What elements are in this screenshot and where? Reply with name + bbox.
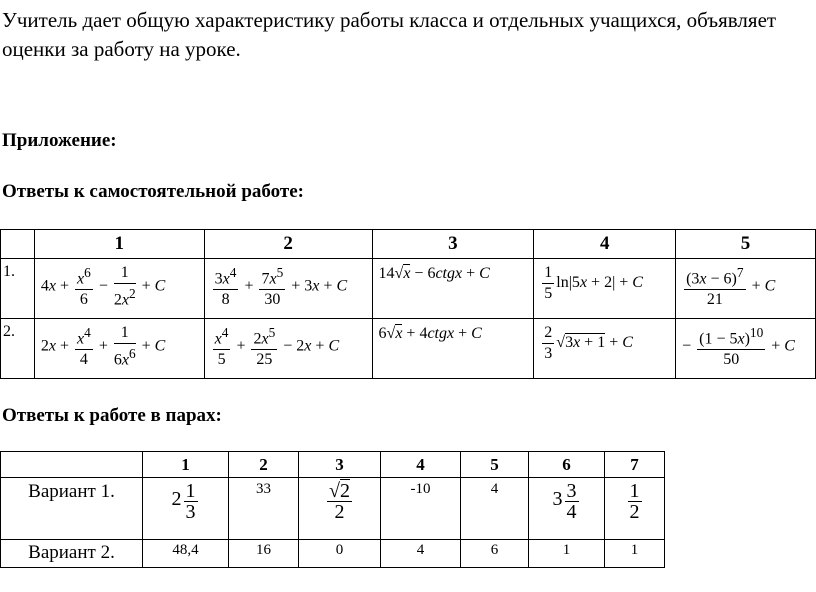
col-header-3: 3 [299,452,381,478]
corner-cell [1,230,35,259]
formula: 4x + $\frac{x^6}{6}$ − $\frac{1}{2x^2}$ + C [40,264,166,309]
table-row [1,319,816,379]
section1-heading: Ответы к самостоятельной работе: [2,181,304,202]
answer-cell [204,319,372,379]
answer-cell: 48,4 [143,540,229,568]
answer-cell: 2 $\frac{1}{3}$ [143,478,229,540]
answer-cell: 4 [461,478,529,540]
answer-cell [372,259,534,319]
formula: $\frac{1}{5}$ ln|5x + 2| + C [544,264,643,302]
col-header-3: 3 [372,230,534,259]
formula: 6√x + 4ctgx + C [378,325,482,342]
formula: $\frac{2}{3}$ √3x + 1 + C [544,324,633,362]
formula: 14√x − 6ctgx + C [378,265,490,282]
answer-cell: 3 $\frac{3}{4}$ [529,478,605,540]
formula: $\frac{3x^4}{8}$ + $\frac{7x^5}{30}$ + 3x + C [214,265,348,309]
formula: $\frac{x^4}{5}$ + $\frac{2x^5}{25}$ − 2x + C [214,325,340,369]
answer-cell: $\frac{1}{2}$ [605,478,665,540]
answer-cell: 1 [605,540,665,568]
answer-cell [676,259,816,319]
appendix-heading: Приложение: [2,130,117,151]
answer-cell [676,319,816,379]
col-header-4: 4 [534,230,676,259]
table-row [1,540,665,568]
answer-cell: $\frac{√2}{2}$ [299,478,381,540]
col-header-2: 2 [229,452,299,478]
table-header-row [1,452,665,478]
answer-cell: 4 [381,540,461,568]
formula: − $\frac{(1 - 5x)^{10}}{50}$ + C [682,325,795,369]
col-header-1: 1 [34,230,204,259]
col-header-1: 1 [143,452,229,478]
corner-cell [1,452,143,478]
answer-cell: 1 [529,540,605,568]
independent-work-answers-table [0,229,816,379]
table-header-row [1,230,816,259]
col-header-7: 7 [605,452,665,478]
answer-cell [34,319,204,379]
col-header-4: 4 [381,452,461,478]
answer-cell: 33 [229,478,299,540]
row-label: Вариант 2. [1,540,143,568]
row-label: 2. [1,319,35,379]
answer-cell: 6 [461,540,529,568]
pair-work-answers-table [0,451,665,568]
answer-cell: 16 [229,540,299,568]
table-row [1,259,816,319]
answer-cell [372,319,534,379]
section2-heading: Ответы к работе в парах: [2,405,222,426]
answer-cell [204,259,372,319]
answer-cell [534,259,676,319]
intro-paragraph: Учитель дает общую характеристику работы класса и отдельных учащихся, объявляет оценки за работу на уроке. [2,8,777,61]
answer-cell: 0 [299,540,381,568]
col-header-5: 5 [461,452,529,478]
answer-cell [534,319,676,379]
answer-cell [34,259,204,319]
col-header-2: 2 [204,230,372,259]
formula: $\frac{(3x - 6)^7}{21}$ + C [686,265,776,309]
row-label: Вариант 1. [1,478,143,540]
col-header-5: 5 [676,230,816,259]
row-label: 1. [1,259,35,319]
table-row [1,478,665,540]
col-header-6: 6 [529,452,605,478]
formula: 2x + $\frac{x^4}{4}$ + $\frac{1}{6x^6}$ + C [40,324,166,369]
answer-cell: -10 [381,478,461,540]
